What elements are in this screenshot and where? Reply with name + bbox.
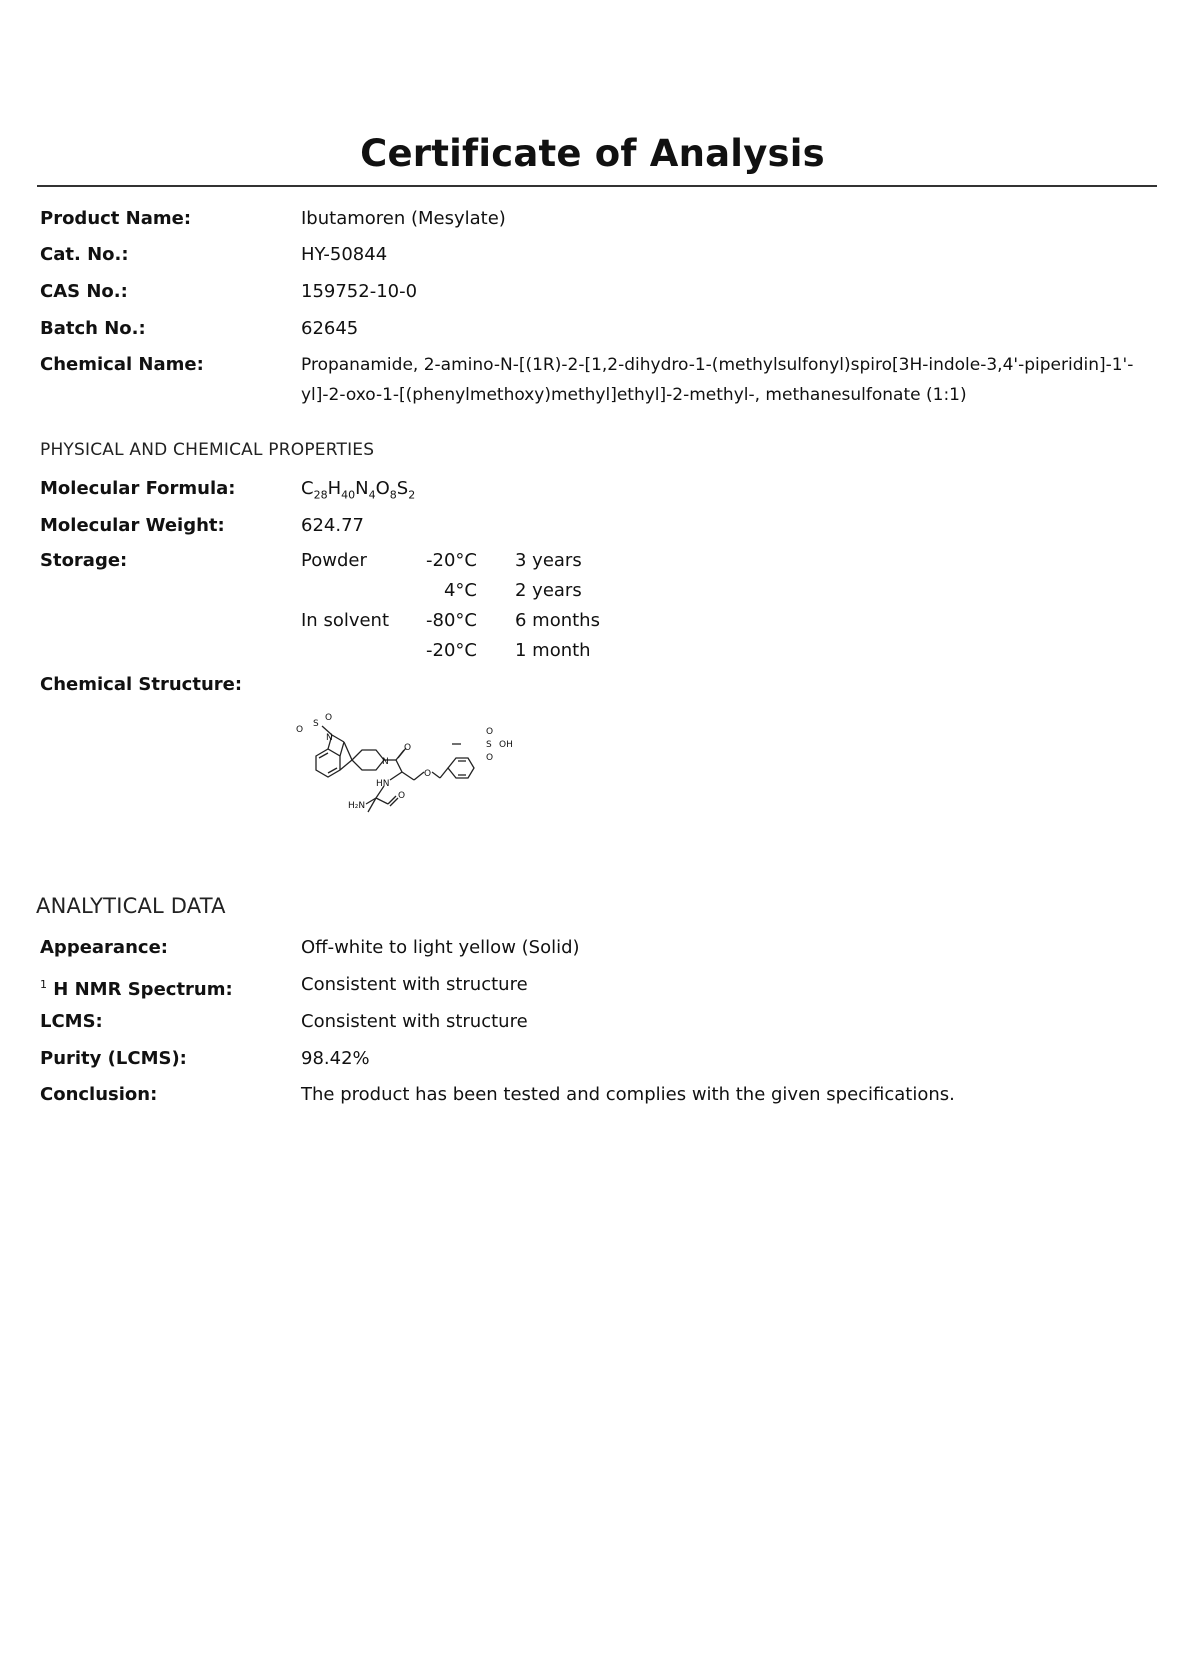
atom-label: O (404, 743, 412, 753)
conclusion-label: Conclusion: (40, 1084, 158, 1105)
cas-no-label: CAS No.: (40, 281, 128, 302)
structure-atom-labels (296, 713, 513, 811)
atom-label: O (296, 725, 304, 735)
cas-no-value: 159752-10-0 (301, 281, 418, 302)
analytical-data-heading: ANALYTICAL DATA (36, 894, 226, 918)
title-divider (37, 185, 1157, 187)
structure-bonds (316, 726, 474, 812)
appearance-value: Off-white to light yellow (Solid) (301, 937, 580, 958)
storage-duration: 1 month (515, 640, 591, 661)
atom-label: S (486, 740, 492, 750)
atom-label: S (313, 719, 319, 729)
storage-label: Storage: (40, 550, 128, 571)
cat-no-label: Cat. No.: (40, 244, 129, 265)
storage-form: Powder (301, 550, 367, 571)
molecular-weight-value: 624.77 (301, 515, 364, 536)
atom-label: N (382, 757, 389, 767)
atom-label: HN (376, 779, 390, 789)
physical-properties-heading: PHYSICAL AND CHEMICAL PROPERTIES (40, 440, 375, 460)
storage-temperature: 4°C (443, 580, 477, 601)
storage-duration: 3 years (515, 550, 582, 571)
storage-temperature: -20°C (426, 550, 477, 571)
lcms-label: LCMS: (40, 1011, 103, 1032)
atom-label: N (326, 733, 333, 743)
batch-no-value: 62645 (301, 318, 359, 339)
chemical-name-line-2: yl]-2-oxo-1-[(phenylmethoxy)methyl]ethyl]-2-methyl-, methanesulfonate (1:1) (301, 385, 967, 405)
page-title: Certificate of Analysis (360, 132, 825, 175)
cat-no-value: HY-50844 (301, 244, 388, 265)
atom-label: OH (499, 740, 513, 750)
storage-temperature: -80°C (426, 610, 477, 631)
molecular-weight-label: Molecular Weight: (40, 515, 225, 536)
appearance-label: Appearance: (40, 937, 168, 958)
batch-no-label: Batch No.: (40, 318, 146, 339)
atom-label: O (398, 791, 406, 801)
product-name-value: Ibutamoren (Mesylate) (301, 208, 506, 229)
lcms-value: Consistent with structure (301, 1011, 528, 1032)
storage-duration: 6 months (515, 610, 600, 631)
purity-value: 98.42% (301, 1048, 370, 1069)
atom-label: H₂N (348, 801, 366, 811)
storage-form: In solvent (301, 610, 390, 631)
chemical-structure-label: Chemical Structure: (40, 674, 243, 695)
product-name-label: Product Name: (40, 208, 192, 229)
nmr-label: $^1$ H NMR Spectrum: (40, 978, 233, 1000)
atom-label: O (486, 753, 494, 763)
molecular-formula-value: $C_{28}H_{40}N_4O_8S_2$ (301, 478, 416, 502)
chemical-name-label: Chemical Name: (40, 354, 204, 375)
atom-label: O (325, 713, 333, 723)
chemical-structure-image (296, 708, 536, 848)
conclusion-value: The product has been tested and complies with the given specifications. (301, 1084, 955, 1105)
chemical-name-line-1: Propanamide, 2-amino-N-[(1R)-2-[1,2-dihydro-1-(methylsulfonyl)spiro[3H-indole-3,4'-piperidin]-1'- (301, 355, 1134, 375)
atom-label: O (424, 769, 432, 779)
atom-label: O (486, 727, 494, 737)
purity-label: Purity (LCMS): (40, 1048, 187, 1069)
storage-duration: 2 years (515, 580, 582, 601)
storage-temperature: -20°C (426, 640, 477, 661)
nmr-value: Consistent with structure (301, 974, 528, 995)
molecular-formula-label: Molecular Formula: (40, 478, 236, 499)
